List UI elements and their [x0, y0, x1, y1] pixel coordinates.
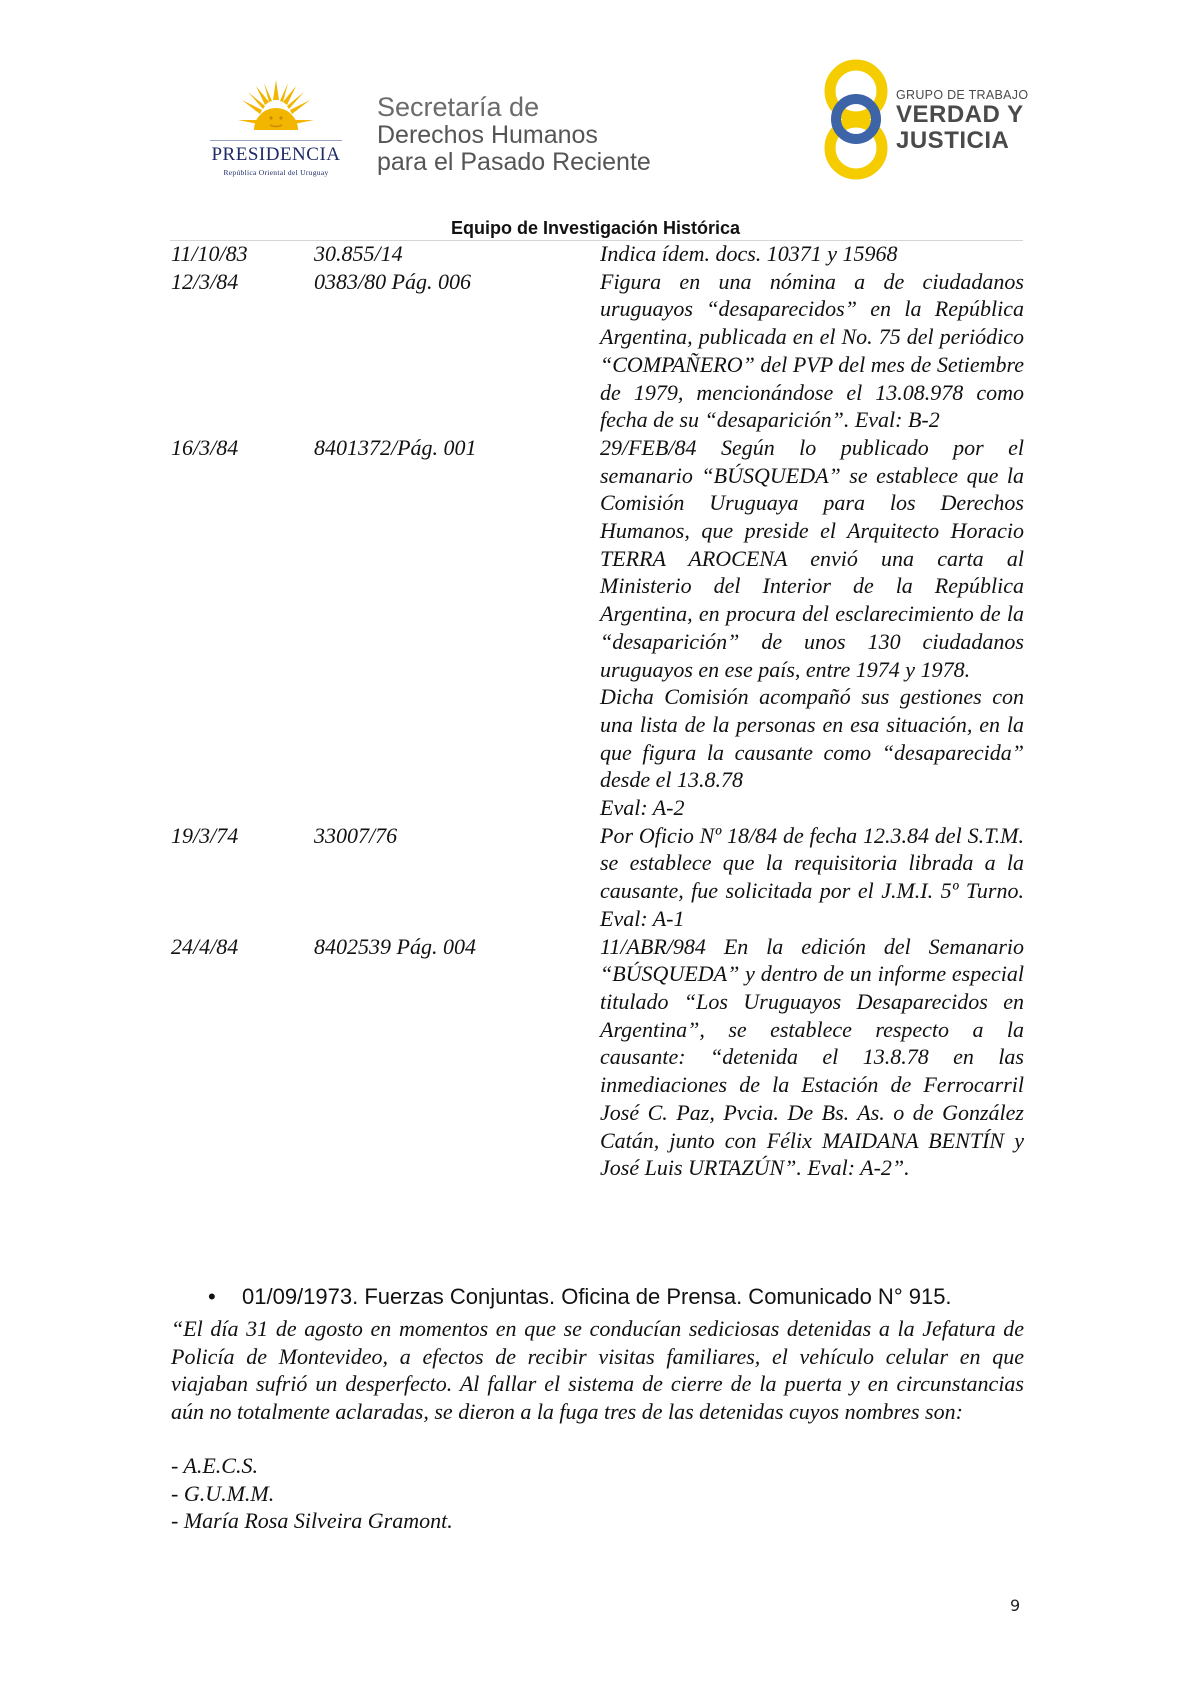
- record-desc: Indica ídem. docs. 10371 y 15968: [600, 241, 898, 266]
- communique-title: 01/09/1973. Fuerzas Conjuntas. Oficina de Prensa. Comunicado N° 915.: [242, 1284, 952, 1309]
- page-header: [0, 0, 1191, 200]
- verdad-justicia-logo: [820, 56, 1030, 186]
- record-date: 19/3/74: [171, 822, 239, 848]
- list-item: - A.E.C.S.: [171, 1453, 258, 1478]
- record-doc: 30.855/14: [314, 241, 403, 266]
- record-row: [171, 933, 1024, 1182]
- record-doc: 33007/76: [314, 822, 398, 848]
- names-list: [171, 1452, 453, 1535]
- presidencia-name: PRESIDENCIA: [211, 144, 341, 165]
- grupo-verdad: VERDAD Y: [896, 101, 1024, 128]
- bullet-icon: •: [208, 1284, 216, 1309]
- record-row: [171, 434, 1024, 822]
- secretaria-line-2: Derechos Humanos: [377, 121, 598, 149]
- list-item: - G.U.M.M.: [171, 1480, 275, 1506]
- record-doc: 8401372/Pág. 001: [314, 434, 477, 460]
- logo-divider: [210, 140, 342, 141]
- presidencia-logo: [196, 78, 356, 182]
- list-item: - María Rosa Silveira Gramont.: [171, 1508, 453, 1534]
- team-title: Equipo de Investigación Histórica: [450, 218, 741, 238]
- communique-heading: [208, 1284, 952, 1310]
- record-desc: 29/FEB/84 Según lo publicado por el semanario “BÚSQUEDA” se establece que la Comisión Uruguaya para los Derechos Humanos, que preside el Arquitecto Horacio TERRA AROCENA envió una carta al Ministerio del Interior de la República Argentina, en procura del esclarecimiento de la “desaparición” de unos 130 ciudadanos uruguayos en ese país, entre 1974 y 1978. Dicha Comisión acompañó sus gestiones con una lista de la personas en esa situación, en la que figura la causante como “desaparecida” desde el 13.8.78 Eval: A-2: [600, 434, 1024, 821]
- record-date: 16/3/84: [171, 434, 239, 460]
- record-doc: 8402539 Pág. 004: [314, 933, 476, 959]
- sun-icon: [236, 78, 316, 140]
- record-date: 24/4/84: [171, 933, 239, 959]
- communique-quote: “El día 31 de agosto en momentos en que se conducían sediciosas detenidas a la Jefatura de Policía de Montevideo, a efectos de recibir visitas familiares, el vehículo celular en que viajaban sufrió un desperfecto. Al fallar el sistema de cierre de la puerta y en circunstancias aún no totalmente aclaradas, se dieron a la fuga tres de las detenidas cuyos nombres son:: [171, 1316, 1024, 1425]
- record-doc: 0383/80 Pág. 006: [314, 268, 472, 294]
- secretaria-name: [377, 92, 651, 176]
- record-desc: Por Oficio Nº 18/84 de fecha 12.3.84 del S.T.M. se establece que la requisitoria librada a la causante, fue solicitada por el J.M.I. 5º Turno. Eval: A-1: [600, 822, 1024, 931]
- grupo-label: GRUPO DE TRABAJO: [896, 88, 1029, 102]
- records-table: [171, 240, 1024, 1182]
- record-desc: 11/ABR/984 En la edición del Semanario “BÚSQUEDA” y dentro de un informe especial titulado “Los Uruguayos Desaparecidos en Argentina”, se establece respecto a la causante: “detenida el 13.8.78 en las inmediaciones de la Estación de Ferrocarril José C. Paz, Pvcia. De Bs. As. o de González Catán, junto con Félix MAIDANA BENTÍN y José Luis URTAZÚN”. Eval: A-2”.: [600, 933, 1024, 1181]
- secretaria-line-1: Secretaría de: [377, 92, 540, 122]
- record-row: [171, 268, 1024, 434]
- record-row: [171, 822, 1024, 933]
- grupo-justicia: JUSTICIA: [896, 127, 1010, 154]
- record-date: 11/10/83: [171, 241, 248, 266]
- record-date: 12/3/84: [171, 268, 239, 294]
- linked-rings-icon: [820, 56, 892, 184]
- record-desc: Figura en una nómina a de ciudadanos uruguayos “desaparecidos” en la República Argentina, publicada en el No. 75 del periódico “COMPAÑERO” del PVP del mes de Setiembre de 1979, mencionándose el 13.08.978 como fecha de su “desaparición”. Eval: B-2: [600, 268, 1024, 433]
- record-row: [171, 240, 1024, 268]
- secretaria-line-3: para el Pasado Reciente: [377, 148, 651, 176]
- page-number: 9: [1010, 1596, 1021, 1615]
- presidencia-subtitle: República Oriental del Uruguay: [223, 168, 329, 177]
